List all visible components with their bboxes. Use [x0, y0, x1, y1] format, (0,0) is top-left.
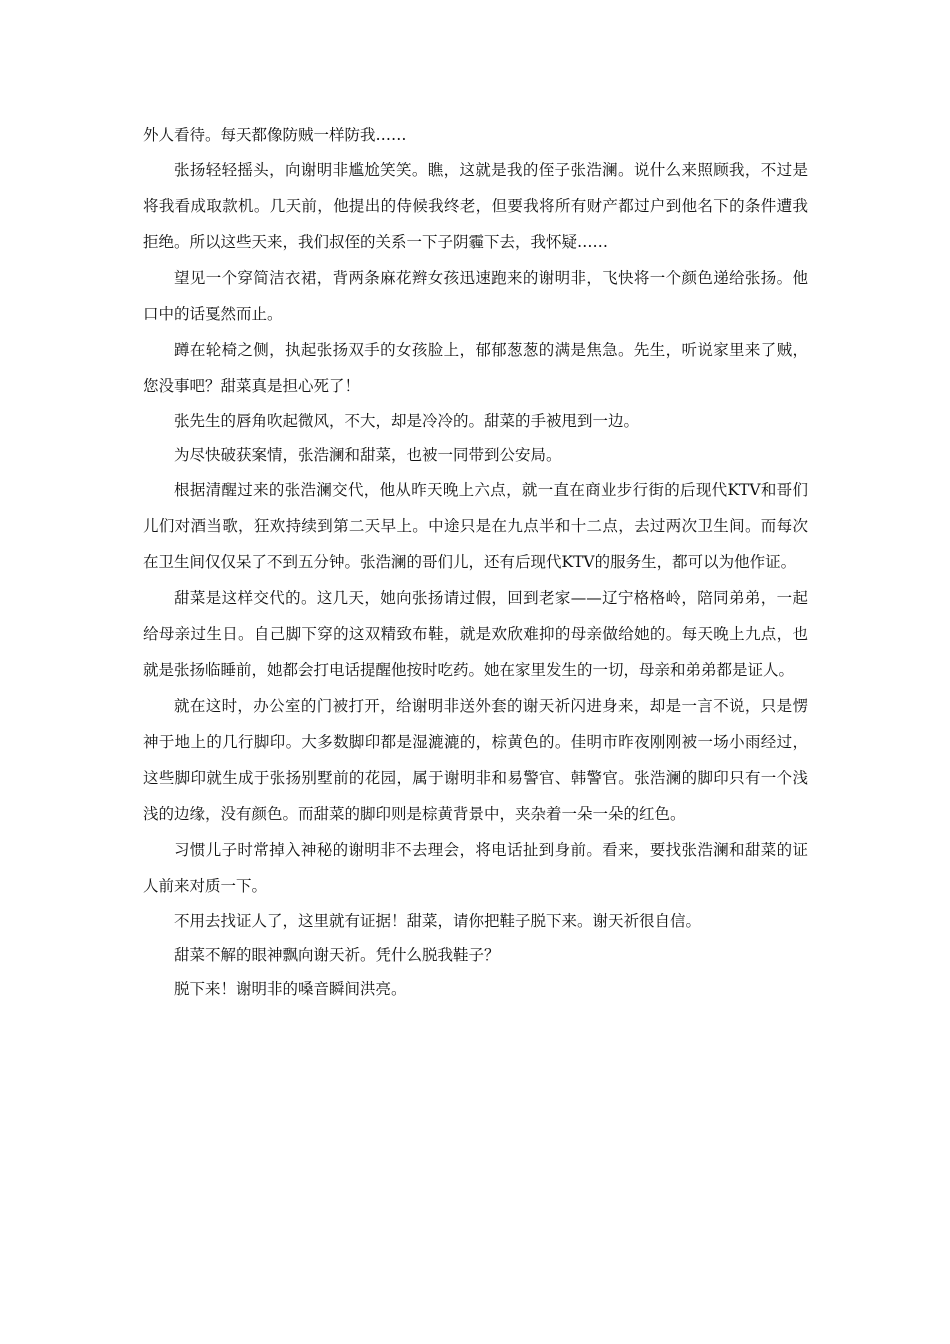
paragraph-3: 望见一个穿简洁衣裙，背两条麻花辫女孩迅速跑来的谢明非，飞快将一个颜色递给张扬。他口中的话戛然而止。 — [143, 269, 808, 323]
paragraph-6: 为尽快破获案情，张浩澜和甜菜，也被一同带到公安局。 — [174, 446, 562, 464]
paragraph-5: 张先生的唇角吹起微风，不大，却是冷冷的。甜菜的手被甩到一边。 — [174, 412, 640, 430]
paragraph-1: 外人看待。每天都像防贼一样防我…… — [143, 126, 407, 144]
paragraph-4: 蹲在轮椅之侧，执起张扬双手的女孩脸上，郁郁葱葱的满是焦急。先生，听说家里来了贼，您没事吧？甜菜真是担心死了！ — [143, 341, 808, 395]
paragraph-10: 习惯儿子时常掉入神秘的谢明非不去理会，将电话扯到身前。看来，要找张浩澜和甜菜的证人前来对质一下。 — [143, 841, 808, 895]
document-body — [143, 118, 808, 1006]
paragraph-13: 脱下来！谢明非的嗓音瞬间洪亮。 — [174, 980, 407, 998]
paragraph-12: 甜菜不解的眼神飘向谢天祈。凭什么脱我鞋子？ — [174, 946, 500, 964]
paragraph-9: 就在这时，办公室的门被打开，给谢明非送外套的谢天祈闪进身来，却是一言不说，只是愣神于地上的几行脚印。大多数脚印都是湿漉漉的，棕黄色的。佳明市昨夜刚刚被一场小雨经过，这些脚印就生成于张扬别墅前的花园，属于谢明非和易警官、韩警官。张浩澜的脚印只有一个浅浅的边缘，没有颜色。而甜菜的脚印则是棕黄背景中，夹杂着一朵一朵的红色。 — [143, 697, 808, 823]
paragraph-7: 根据清醒过来的张浩澜交代，他从昨天晚上六点，就一直在商业步行街的后现代KTV和哥们儿们对酒当歌，狂欢持续到第二天早上。中途只是在九点半和十二点，去过两次卫生间。而每次在卫生间仅仅呆了不到五分钟。张浩澜的哥们儿，还有后现代KTV的服务生，都可以为他作证。 — [143, 481, 808, 571]
paragraph-8: 甜菜是这样交代的。这几天，她向张扬请过假，回到老家——辽宁格格岭，陪同弟弟，一起给母亲过生日。自己脚下穿的这双精致布鞋，就是欢欣难抑的母亲做给她的。每天晚上九点，也就是张扬临睡前，她都会打电话提醒他按时吃药。她在家里发生的一切，母亲和弟弟都是证人。 — [143, 589, 808, 679]
paragraph-11: 不用去找证人了，这里就有证据！甜菜，请你把鞋子脱下来。谢天祈很自信。 — [174, 912, 702, 930]
paragraph-2: 张扬轻轻摇头，向谢明非尴尬笑笑。瞧，这就是我的侄子张浩澜。说什么来照顾我，不过是将我看成取款机。几天前，他提出的侍候我终老，但要我将所有财产都过户到他名下的条件遭我拒绝。所以这些天来，我们叔侄的关系一下子阴霾下去，我怀疑…… — [143, 161, 808, 251]
